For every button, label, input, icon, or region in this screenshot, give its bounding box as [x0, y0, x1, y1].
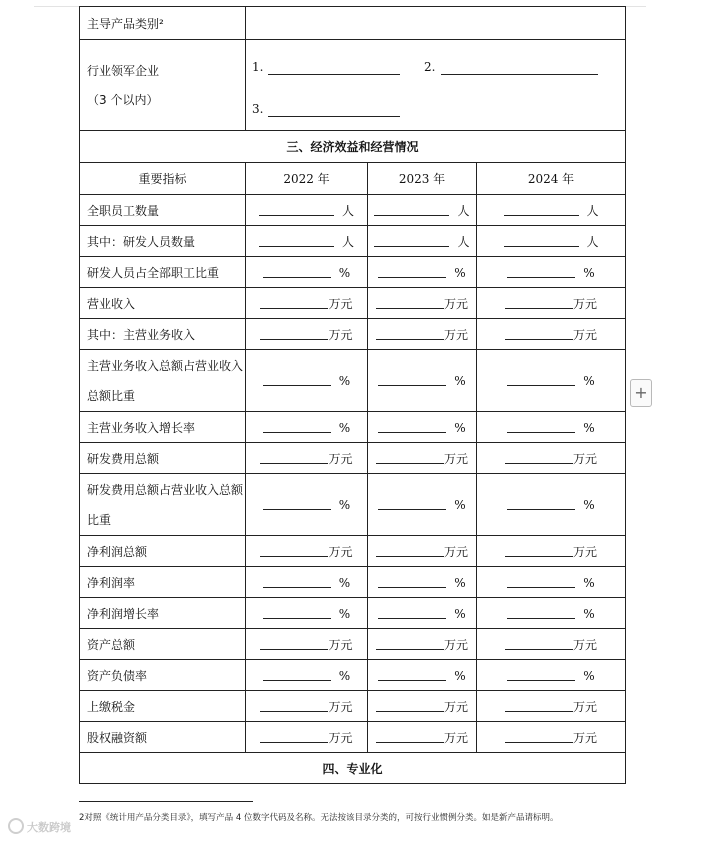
section-3-title-row	[80, 131, 626, 163]
indicator-row	[80, 474, 626, 536]
unit-label: %	[583, 498, 595, 512]
value-blank[interactable]	[507, 606, 575, 619]
product-category-row	[80, 7, 626, 40]
unit-label: 万元	[573, 327, 598, 342]
unit-label: %	[454, 575, 466, 590]
value-cell-2022	[246, 319, 368, 350]
value-blank[interactable]	[507, 420, 575, 433]
value-blank[interactable]	[260, 699, 328, 712]
value-cell-2024	[477, 536, 626, 567]
indicator-label: 研发费用总额占营业收入总额比重	[80, 474, 246, 536]
value-cell-2022	[246, 722, 368, 753]
unit-label: 万元	[328, 544, 353, 559]
unit-label: 万元	[573, 296, 598, 311]
indicator-row	[80, 412, 626, 443]
value-cell-2023	[368, 257, 477, 288]
indicator-label: 资产负债率	[80, 660, 246, 691]
unit-label: 万元	[328, 296, 353, 311]
unit-label: 人	[457, 234, 470, 249]
section-3-title: 三、经济效益和经营情况	[80, 131, 626, 163]
indicator-row	[80, 319, 626, 350]
value-blank[interactable]	[263, 265, 331, 278]
leading-companies-label: 行业领军企业	[87, 64, 160, 78]
indicator-row	[80, 691, 626, 722]
unit-label: 万元	[443, 730, 468, 745]
value-cell-2024	[477, 722, 626, 753]
indicator-row	[80, 288, 626, 319]
value-cell-2024	[477, 226, 626, 257]
unit-label: 人	[341, 234, 354, 249]
unit-label: %	[454, 498, 466, 512]
value-cell-2023	[368, 567, 477, 598]
value-blank[interactable]	[378, 420, 446, 433]
leading-companies-label-cell	[80, 40, 246, 131]
section-4-title-row	[80, 753, 626, 784]
value-cell-2024	[477, 567, 626, 598]
leading-companies-row	[80, 40, 626, 131]
unit-label: 万元	[443, 327, 468, 342]
company-1-blank[interactable]	[268, 60, 400, 75]
value-blank[interactable]	[507, 497, 575, 510]
value-blank[interactable]	[376, 451, 444, 464]
leading-companies-note: （3 个以内）	[87, 93, 159, 107]
watermark-text: 大数跨境	[27, 821, 71, 834]
value-cell-2024	[477, 598, 626, 629]
unit-label: %	[338, 498, 351, 512]
unit-label: 万元	[328, 699, 353, 714]
header-year-2022: 2022 年	[246, 163, 368, 195]
value-blank[interactable]	[505, 730, 573, 743]
indicator-label: 主营业务收入增长率	[80, 412, 246, 443]
indicator-row	[80, 660, 626, 691]
value-blank[interactable]	[376, 296, 444, 309]
unit-label: 万元	[443, 637, 468, 652]
value-blank[interactable]	[505, 699, 573, 712]
company-3-marker: 3.	[252, 102, 264, 116]
indicator-label: 净利润增长率	[80, 598, 246, 629]
company-1-marker: 1.	[252, 60, 264, 74]
unit-label: %	[338, 606, 351, 621]
value-blank[interactable]	[374, 203, 449, 216]
indicator-label: 上缴税金	[80, 691, 246, 722]
indicator-row	[80, 536, 626, 567]
value-cell-2023	[368, 412, 477, 443]
unit-label: %	[338, 668, 351, 683]
indicator-row	[80, 195, 626, 226]
indicator-label: 研发费用总额	[80, 443, 246, 474]
value-blank[interactable]	[507, 668, 575, 681]
value-cell-2022	[246, 350, 368, 412]
value-cell-2024	[477, 412, 626, 443]
value-cell-2023	[368, 319, 477, 350]
indicator-label: 资产总额	[80, 629, 246, 660]
unit-label: %	[583, 575, 595, 590]
value-cell-2022	[246, 536, 368, 567]
value-cell-2022	[246, 660, 368, 691]
unit-label: 万元	[573, 730, 598, 745]
unit-label: %	[454, 668, 466, 683]
value-cell-2022	[246, 226, 368, 257]
value-cell-2024	[477, 288, 626, 319]
unit-label: %	[583, 420, 595, 435]
unit-label: %	[338, 265, 351, 280]
indicator-row	[80, 629, 626, 660]
value-blank[interactable]	[504, 234, 579, 247]
indicator-row	[80, 443, 626, 474]
unit-label: %	[583, 265, 595, 280]
unit-label: 万元	[443, 451, 468, 466]
unit-label: 万元	[443, 544, 468, 559]
value-blank[interactable]	[505, 327, 573, 340]
unit-label: %	[454, 606, 466, 621]
indicator-label: 股权融资额	[80, 722, 246, 753]
unit-label: 万元	[328, 730, 353, 745]
value-blank[interactable]	[259, 203, 334, 216]
value-cell-2024	[477, 195, 626, 226]
value-cell-2023	[368, 350, 477, 412]
value-blank[interactable]	[260, 327, 328, 340]
unit-label: 万元	[573, 544, 598, 559]
unit-label: %	[454, 265, 466, 280]
value-cell-2022	[246, 629, 368, 660]
header-indicator: 重要指标	[80, 163, 246, 195]
unit-label: 人	[341, 203, 354, 218]
value-blank[interactable]	[505, 637, 573, 650]
indicator-row	[80, 722, 626, 753]
indicator-label: 其中：主营业务收入	[80, 319, 246, 350]
indicator-label: 净利润率	[80, 567, 246, 598]
value-cell-2022	[246, 443, 368, 474]
indicator-row	[80, 257, 626, 288]
value-blank[interactable]	[263, 373, 331, 386]
value-blank[interactable]	[507, 265, 575, 278]
unit-label: %	[583, 374, 595, 388]
value-cell-2023	[368, 691, 477, 722]
unit-label: %	[583, 606, 595, 621]
value-cell-2022	[246, 691, 368, 722]
plus-icon[interactable]: +	[630, 379, 652, 407]
unit-label: 万元	[573, 699, 598, 714]
indicator-header-row	[80, 163, 626, 195]
value-cell-2024	[477, 443, 626, 474]
value-cell-2022	[246, 195, 368, 226]
value-blank[interactable]	[260, 544, 328, 557]
value-blank[interactable]	[505, 451, 573, 464]
indicator-row	[80, 350, 626, 412]
unit-label: 万元	[328, 637, 353, 652]
indicator-label: 研发人员占全部职工比重	[80, 257, 246, 288]
value-blank[interactable]	[378, 668, 446, 681]
value-blank[interactable]	[260, 451, 328, 464]
value-cell-2023	[368, 629, 477, 660]
footnote-rule	[79, 801, 253, 802]
product-category-label: 主导产品类别²	[80, 7, 246, 40]
value-cell-2022	[246, 567, 368, 598]
value-cell-2024	[477, 319, 626, 350]
watermark	[8, 818, 71, 835]
value-blank[interactable]	[260, 637, 328, 650]
indicator-label: 全职员工数量	[80, 195, 246, 226]
unit-label: %	[454, 374, 466, 388]
value-blank[interactable]	[263, 575, 331, 588]
unit-label: %	[338, 575, 351, 590]
unit-label: %	[338, 374, 351, 388]
value-cell-2022	[246, 257, 368, 288]
indicator-label: 其中：研发人员数量	[80, 226, 246, 257]
value-blank[interactable]	[263, 668, 331, 681]
unit-label: %	[454, 420, 466, 435]
header-year-2023: 2023 年	[368, 163, 477, 195]
unit-label: 万元	[573, 637, 598, 652]
company-3-blank[interactable]	[268, 102, 400, 117]
unit-label: 万元	[328, 451, 353, 466]
value-cell-2023	[368, 722, 477, 753]
value-cell-2022	[246, 288, 368, 319]
value-blank[interactable]	[263, 497, 331, 510]
value-blank[interactable]	[378, 497, 446, 510]
value-blank[interactable]	[378, 606, 446, 619]
watermark-logo-icon	[8, 818, 24, 834]
company-2-blank[interactable]	[441, 60, 598, 75]
value-cell-2023	[368, 288, 477, 319]
unit-label: 万元	[328, 327, 353, 342]
value-cell-2024	[477, 474, 626, 536]
value-blank[interactable]	[505, 544, 573, 557]
unit-label: %	[338, 420, 351, 435]
value-cell-2024	[477, 257, 626, 288]
value-blank[interactable]	[260, 730, 328, 743]
value-blank[interactable]	[376, 637, 444, 650]
unit-label: %	[583, 668, 595, 683]
indicator-label: 净利润总额	[80, 536, 246, 567]
value-blank[interactable]	[376, 699, 444, 712]
unit-label: 人	[586, 203, 599, 218]
value-blank[interactable]	[376, 544, 444, 557]
value-cell-2022	[246, 474, 368, 536]
unit-label: 人	[586, 234, 599, 249]
value-cell-2023	[368, 536, 477, 567]
value-cell-2023	[368, 474, 477, 536]
indicator-label: 主营业务收入总额占营业收入总额比重	[80, 350, 246, 412]
value-cell-2023	[368, 598, 477, 629]
value-blank[interactable]	[378, 373, 446, 386]
value-blank[interactable]	[378, 575, 446, 588]
leading-companies-field[interactable]	[246, 40, 626, 131]
indicator-row	[80, 598, 626, 629]
value-blank[interactable]	[374, 234, 449, 247]
value-blank[interactable]	[376, 730, 444, 743]
value-cell-2023	[368, 226, 477, 257]
unit-label: 万元	[443, 296, 468, 311]
value-blank[interactable]	[505, 296, 573, 309]
unit-label: 人	[457, 203, 470, 218]
value-blank[interactable]	[376, 327, 444, 340]
value-blank[interactable]	[378, 265, 446, 278]
value-blank[interactable]	[504, 203, 579, 216]
value-blank[interactable]	[263, 606, 331, 619]
application-form-table	[79, 6, 626, 784]
value-blank[interactable]	[260, 296, 328, 309]
indicator-row	[80, 226, 626, 257]
value-cell-2024	[477, 660, 626, 691]
value-blank[interactable]	[259, 234, 334, 247]
value-cell-2022	[246, 412, 368, 443]
value-blank[interactable]	[263, 420, 331, 433]
value-cell-2023	[368, 660, 477, 691]
value-blank[interactable]	[507, 575, 575, 588]
footnote-text: 2对照《统计用产品分类目录》，填写产品 4 位数字代码及名称。无法按该目录分类的，可按行业惯例分类。如是新产品请标明。	[79, 813, 559, 823]
unit-label: 万元	[443, 699, 468, 714]
value-cell-2024	[477, 629, 626, 660]
indicator-label: 营业收入	[80, 288, 246, 319]
product-category-field[interactable]	[246, 7, 626, 40]
header-year-2024: 2024 年	[477, 163, 626, 195]
value-cell-2023	[368, 443, 477, 474]
value-cell-2022	[246, 598, 368, 629]
section-4-title: 四、专业化	[80, 753, 626, 784]
company-2-marker: 2.	[424, 60, 436, 74]
value-cell-2024	[477, 691, 626, 722]
value-blank[interactable]	[507, 373, 575, 386]
unit-label: 万元	[573, 451, 598, 466]
value-cell-2023	[368, 195, 477, 226]
value-cell-2024	[477, 350, 626, 412]
indicator-row	[80, 567, 626, 598]
